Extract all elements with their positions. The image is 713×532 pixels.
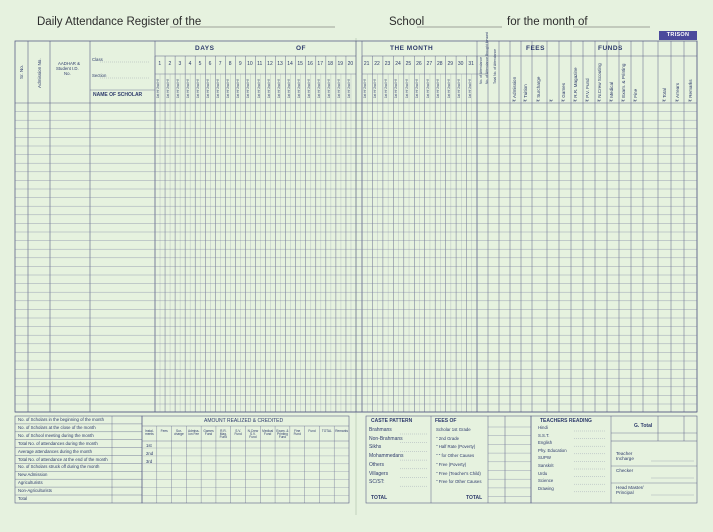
fees-of-item: Scholar 1st Grade	[436, 427, 471, 432]
school-label: School	[389, 16, 425, 28]
half-day-mark: 1st Hf 2nd Hf	[415, 79, 420, 98]
half-day-mark: 1st Hf 2nd Hf	[346, 79, 351, 98]
amount-column-label: Games Fund	[203, 429, 214, 437]
end-column-label: ₹ Total	[662, 88, 667, 102]
teacher-subject: Hindi	[538, 425, 548, 430]
days-header: DAYS	[195, 45, 215, 52]
fee-column-label: ₹	[549, 99, 554, 102]
summary-row-label: Average attendances during the month	[18, 448, 92, 454]
amount-column-label: Exam. & Printing Fund	[276, 429, 289, 440]
fee-column-label: ₹ Admission	[512, 76, 517, 102]
name-of-scholar-header: NAME OF SCHOLAR	[93, 92, 143, 98]
teachers-reading-title: TEACHERS READING	[540, 418, 592, 424]
month-label: for the month of	[507, 16, 588, 28]
summary-row-label: Total	[18, 496, 28, 501]
summary-row-label: Total No. of attendance at the end of the month	[18, 456, 108, 462]
aadhar-header-1: AADHAR &	[58, 61, 80, 66]
amount-column-label: Fund	[308, 429, 316, 433]
installment-row: 3rd	[146, 459, 153, 465]
caste-item: Villagers	[369, 470, 389, 477]
half-day-mark: 1st Hf 2nd Hf	[206, 79, 211, 98]
signature-label: Head Master/ Principal	[616, 485, 644, 495]
day-number: 22	[374, 61, 380, 67]
aadhar-header-3: No.	[64, 71, 71, 76]
day-number: 5	[198, 61, 202, 67]
fees-header: FEES	[526, 45, 545, 52]
day-number: 28	[437, 61, 443, 67]
half-day-mark: 1st Hf 2nd Hf	[176, 79, 181, 98]
fees-of-item: " Half Rate (Poverty)	[436, 444, 476, 450]
half-day-mark: 1st Hf 2nd Hf	[166, 79, 171, 98]
half-day-mark: 1st Hf 2nd Hf	[457, 79, 462, 98]
day-number: 2	[168, 61, 172, 67]
summary-row-label: No. of Scholars at the close of the month	[18, 424, 96, 430]
amount-column-label: Remarks	[335, 429, 348, 433]
register-title: Daily Attendance Register of the	[37, 16, 202, 28]
sr-no-header: Sr. No.	[19, 64, 24, 79]
half-day-mark: 1st Hf 2nd Hf	[256, 79, 261, 98]
day-number: 16	[307, 61, 313, 67]
installment-row: 2nd	[146, 451, 154, 457]
summary-row-label: No. of School meeting during the month	[18, 432, 94, 438]
half-day-mark: 1st Hf 2nd Hf	[306, 79, 311, 98]
summary-row-label: No. of Scholars in the beginning of the month	[18, 417, 104, 422]
fund-column-label: ₹ Medical	[609, 81, 614, 102]
day-number: 9	[238, 61, 242, 67]
half-day-mark: 1st Hf 2nd Hf	[394, 79, 399, 98]
signature-label: Checker	[616, 468, 634, 473]
class-label: Class	[92, 57, 103, 62]
caste-item: Mohammedans	[369, 453, 404, 460]
half-day-mark: 1st Hf 2nd Hf	[316, 79, 321, 98]
attendance-count-label: No. of Attendance Brought forward	[485, 31, 489, 84]
amount-realized-title: AMOUNT REALIZED & CREDITED	[204, 418, 284, 424]
fees-of-title: FEES OF	[435, 418, 457, 424]
funds-header: FUNDS	[598, 45, 623, 52]
teacher-subject: Sanskrit	[538, 463, 554, 468]
caste-item: SC/ST:	[369, 479, 385, 486]
day-number: 4	[188, 61, 192, 67]
summary-row-label: Total No. of attendances during the month	[18, 440, 98, 446]
day-number: 20	[347, 61, 354, 67]
day-number: 3	[178, 61, 182, 67]
half-day-mark: 1st Hf 2nd Hf	[216, 79, 221, 98]
section-label: Section	[92, 73, 107, 78]
day-number: 13	[277, 61, 283, 67]
caste-pattern-title: CASTE PATTERN	[371, 418, 413, 424]
teacher-subject: Urdu	[538, 470, 548, 476]
day-number: 11	[257, 61, 263, 67]
teacher-subject: SUPW	[538, 455, 551, 461]
fund-column-label: ₹ P.V. Fund	[585, 78, 590, 102]
amount-column-label: R.R. Mag. Fund	[219, 429, 227, 440]
caste-total: TOTAL	[371, 495, 388, 501]
fund-column-label: ₹ Games	[561, 82, 566, 102]
day-number: 12	[267, 61, 273, 67]
day-number: 15	[297, 61, 303, 67]
fees-of-item: " 2nd Grade	[436, 435, 460, 441]
half-day-mark: 1st Hf 2nd Hf	[226, 79, 231, 98]
amount-column-label: Instal-ments	[145, 429, 154, 437]
day-number: 24	[395, 61, 401, 67]
fund-column-label: ₹ Fine	[633, 88, 638, 102]
day-number: 25	[405, 61, 412, 67]
day-number: 14	[287, 61, 293, 67]
half-day-mark: 1st Hf 2nd Hf	[236, 79, 241, 98]
half-day-mark: 1st Hf 2nd Hf	[373, 79, 378, 98]
day-number: 31	[468, 61, 474, 67]
caste-item: Others	[369, 461, 385, 468]
end-column-label: ₹ Remarks	[688, 79, 693, 102]
amount-column-label: N.Crew S.V. Fund	[247, 429, 259, 440]
teacher-subject: Science	[538, 478, 554, 484]
the-month-header: THE MONTH	[390, 45, 434, 52]
amount-column-label: Medical Fund	[262, 429, 274, 437]
summary-row-label: Non-Agriculturists	[18, 488, 52, 494]
fund-column-label: ₹ Exam. & Printing	[621, 63, 626, 102]
summary-row-label: Agriculturists	[18, 480, 43, 486]
caste-item: Brahmans	[369, 427, 392, 433]
half-day-mark: 1st Hf 2nd Hf	[467, 79, 472, 98]
amount-column-label: S.V. Fund	[234, 429, 242, 437]
half-day-mark: 1st Hf 2nd Hf	[363, 79, 367, 98]
amount-column-label: Admiss-ion Fee	[187, 429, 200, 437]
teacher-subject: S.S.T.	[538, 432, 550, 438]
fees-of-item: " Free (Poverty)	[436, 461, 467, 467]
amount-column-label: Fees	[160, 429, 168, 433]
day-number: 10	[247, 61, 253, 67]
half-day-mark: 1st Hf 2nd Hf	[276, 79, 281, 98]
teacher-subject: Drawing	[538, 485, 554, 491]
half-day-mark: 1st Hf 2nd Hf	[383, 79, 388, 98]
of-header: OF	[296, 45, 307, 52]
half-day-mark: 1st Hf 2nd Hf	[326, 79, 331, 98]
summary-row-label: No. of Scholars struck off during the month	[18, 464, 100, 470]
day-number: 19	[337, 61, 344, 67]
grid-box	[531, 416, 697, 503]
half-day-mark: 1st Hf 2nd Hf	[286, 79, 291, 98]
installment-row: 1st	[146, 443, 152, 448]
day-number: 8	[228, 61, 232, 67]
day-number: 29	[447, 61, 454, 67]
day-number: 21	[363, 61, 370, 67]
fee-column-label: ₹ Tuition	[523, 84, 528, 102]
half-day-mark: 1st Hf 2nd Hf	[336, 79, 341, 98]
day-number: 18	[327, 61, 334, 67]
amount-column-label: TOTAL	[321, 429, 332, 433]
attendance-count-label: Total No. of Attendance	[493, 48, 497, 84]
amount-column-label: Sur-charge	[174, 429, 184, 437]
day-number: 26	[416, 61, 422, 67]
brand-logo: TRISON	[659, 31, 697, 40]
day-number: 1	[158, 61, 162, 67]
day-number: 27	[426, 61, 433, 67]
amount-column-label: Fine Fund	[293, 429, 301, 437]
fees-of-item: " " for Other Causes	[436, 453, 475, 459]
attendance-count-label: No. of Attendance	[479, 57, 483, 84]
half-day-mark: 1st Hf 2nd Hf	[425, 79, 430, 98]
caste-item: Non-Brahmans	[369, 435, 403, 442]
caste-item: Sikhs	[369, 444, 382, 451]
summary-row-label: New Admission	[18, 472, 48, 478]
end-column-label: ₹ Arrears	[675, 82, 680, 102]
fee-column-label: ₹ Surcharge	[536, 76, 541, 102]
half-day-mark: 1st Hf 2nd Hf	[266, 79, 271, 98]
teacher-subject: English	[538, 440, 553, 446]
fees-total: TOTAL	[466, 495, 483, 501]
half-day-mark: 1st Hf 2nd Hf	[196, 79, 201, 98]
day-number: 30	[457, 61, 464, 67]
fund-column-label: ₹ N.Crew Scouting	[597, 63, 602, 102]
aadhar-header-2: Student I.D.	[56, 66, 79, 71]
half-day-mark: 1st Hf 2nd Hf	[436, 79, 441, 98]
teacher-subject: Phy. Education	[538, 447, 567, 453]
half-day-mark: 1st Hf 2nd Hf	[404, 79, 409, 98]
fund-column-label: ₹ R.R. Magazine	[573, 67, 578, 102]
day-number: 6	[208, 61, 212, 67]
half-day-mark: 1st Hf 2nd Hf	[446, 79, 451, 98]
day-number: 23	[384, 61, 391, 67]
half-day-mark: 1st Hf 2nd Hf	[156, 79, 160, 98]
half-day-mark: 1st Hf 2nd Hf	[246, 79, 251, 98]
day-number: 17	[317, 61, 323, 67]
half-day-mark: 1st Hf 2nd Hf	[296, 79, 301, 98]
grand-total-label: G. Total	[634, 423, 653, 429]
signature-label: Teacher Incharge	[616, 451, 634, 461]
fees-of-item: " Free for Other Causes	[436, 479, 482, 485]
admission-no-header: Admission No.	[37, 58, 42, 88]
half-day-mark: 1st Hf 2nd Hf	[186, 79, 191, 98]
fees-of-item: " Free (Teacher's Child)	[436, 470, 481, 476]
day-number: 7	[218, 61, 222, 67]
